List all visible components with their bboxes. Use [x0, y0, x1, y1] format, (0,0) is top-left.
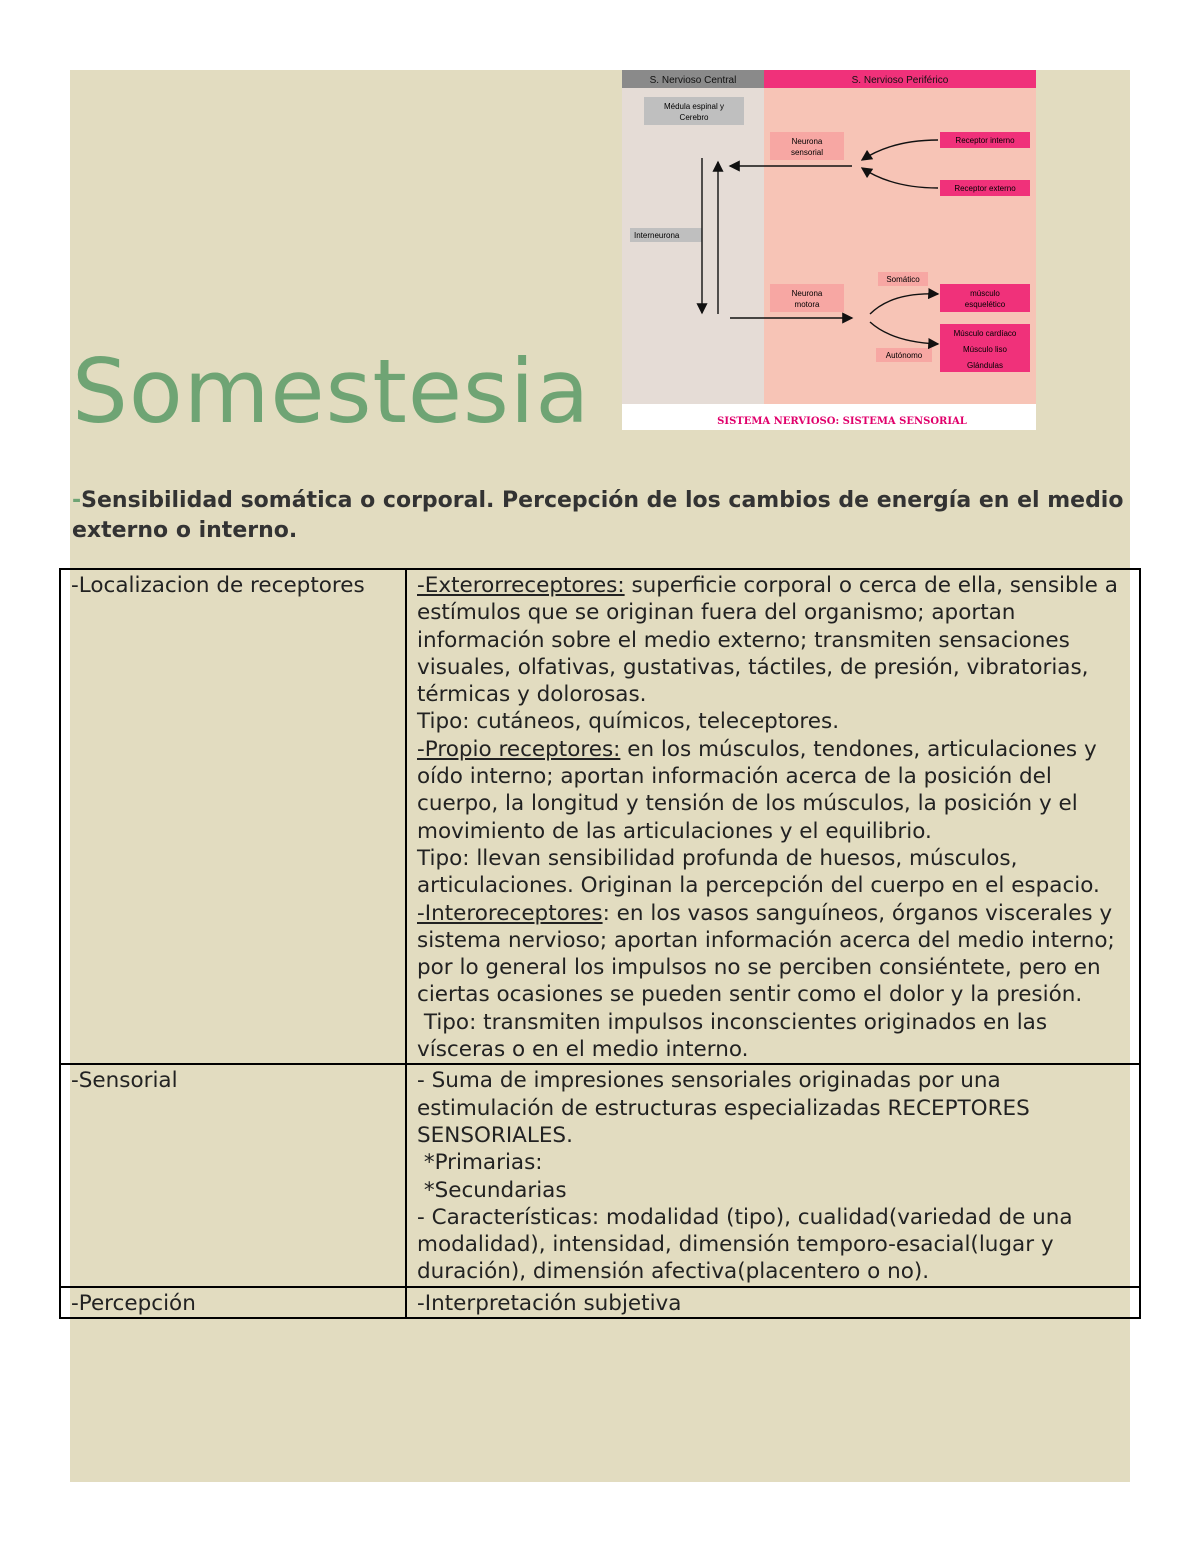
svg-text:Neurona: Neurona: [791, 289, 823, 298]
svg-text:músculo: músculo: [970, 289, 1000, 298]
row-label: -Percepción: [60, 1287, 406, 1318]
row-content: [406, 1287, 1140, 1318]
svg-text:Glándulas: Glándulas: [966, 361, 1004, 370]
svg-text:esquelético: esquelético: [964, 300, 1006, 309]
subtitle: [72, 486, 1132, 546]
diagram-footer: SISTEMA NERVIOSO: SISTEMA SENSORIAL: [717, 416, 967, 427]
svg-text:Médula espinal y: Médula espinal y: [663, 102, 725, 111]
term: -Interoreceptores: [417, 900, 603, 926]
svg-text:sensorial: sensorial: [790, 148, 824, 157]
peripheral-header-label: S. Nervioso Periférico: [851, 75, 949, 86]
svg-text:Autónomo: Autónomo: [885, 351, 923, 360]
row-label: -Sensorial: [60, 1064, 406, 1286]
svg-text:Músculo liso: Músculo liso: [962, 345, 1008, 354]
svg-text:Músculo cardíaco: Músculo cardíaco: [953, 329, 1017, 338]
svg-text:motora: motora: [794, 300, 820, 309]
svg-text:Cerebro: Cerebro: [679, 113, 709, 122]
nervous-system-diagram: [622, 70, 1036, 430]
paragraph: Tipo: transmiten impulsos inconscientes originados en las vísceras o en el medio interno.: [417, 1009, 1054, 1063]
central-header-label: S. Nervioso Central: [649, 75, 737, 86]
paragraph: -Interoreceptores: en los vasos sanguíneos, órganos viscerales y sistema nervioso; aportan información acerca del medio interno; por lo general los impulsos no se perciben consiéntete, pero en ciertas ocasiones se pueden sentir como el dolor y la presión.: [417, 900, 1115, 1008]
svg-text:Receptor externo: Receptor externo: [954, 184, 1016, 193]
svg-text:Interneurona: Interneurona: [634, 231, 680, 240]
table-row: [60, 1064, 1140, 1286]
paragraph: *Secundarias: [417, 1177, 567, 1203]
paragraph: -Exterorreceptores: superficie corporal o cerca de ella, sensible a estímulos que se originan fuera del organismo; aportan información sobre el medio externo; transmiten sensaciones visuales, olfativas, gustativas, táctiles, de presión, vibratorias, térmicas y dolorosas.: [417, 573, 1118, 708]
row-content: [406, 569, 1140, 1064]
paragraph: Tipo: llevan sensibilidad profunda de huesos, músculos, articulaciones. Originan la percepción del cuerpo en el espacio.: [417, 845, 1100, 899]
svg-text:Receptor interno: Receptor interno: [955, 136, 1015, 145]
paragraph: - Suma de impresiones sensoriales originadas por una estimulación de estructuras especializadas RECEPTORES SENSORIALES.: [417, 1068, 1030, 1148]
paragraph: *Primarias:: [417, 1150, 543, 1176]
paragraph: -Interpretación subjetiva: [417, 1290, 682, 1316]
row-label: -Localizacion de receptores: [60, 569, 406, 1064]
subtitle-dash: -: [72, 488, 82, 513]
term: -Exterorreceptores:: [417, 573, 625, 598]
paragraph: - Características: modalidad (tipo), cualidad(variedad de una modalidad), intensidad, dimensión temporo-esacial(lugar y duración), dimensión afectiva(placentero o no).: [417, 1204, 1073, 1285]
paragraph: -Propio receptores: en los músculos, tendones, articulaciones y oído interno; aportan información acerca de la posición del cuerpo, la longitud y tensión de los músculos, la posición y el movimiento de las articulaciones y el equilibrio.: [417, 736, 1097, 844]
paragraph: Tipo: cutáneos, químicos, teleceptores.: [417, 709, 840, 735]
row-content: [406, 1064, 1140, 1286]
receptors-table: [59, 568, 1141, 1319]
table-row: [60, 569, 1140, 1064]
subtitle-text: Sensibilidad somática o corporal. Percepción de los cambios de energía en el medio externo o interno.: [72, 488, 1124, 543]
term: -Propio receptores:: [417, 736, 621, 762]
page-title: Somestesia: [72, 340, 591, 443]
table-row: [60, 1287, 1140, 1318]
svg-text:Neurona: Neurona: [791, 137, 823, 146]
svg-text:Somático: Somático: [886, 275, 920, 284]
